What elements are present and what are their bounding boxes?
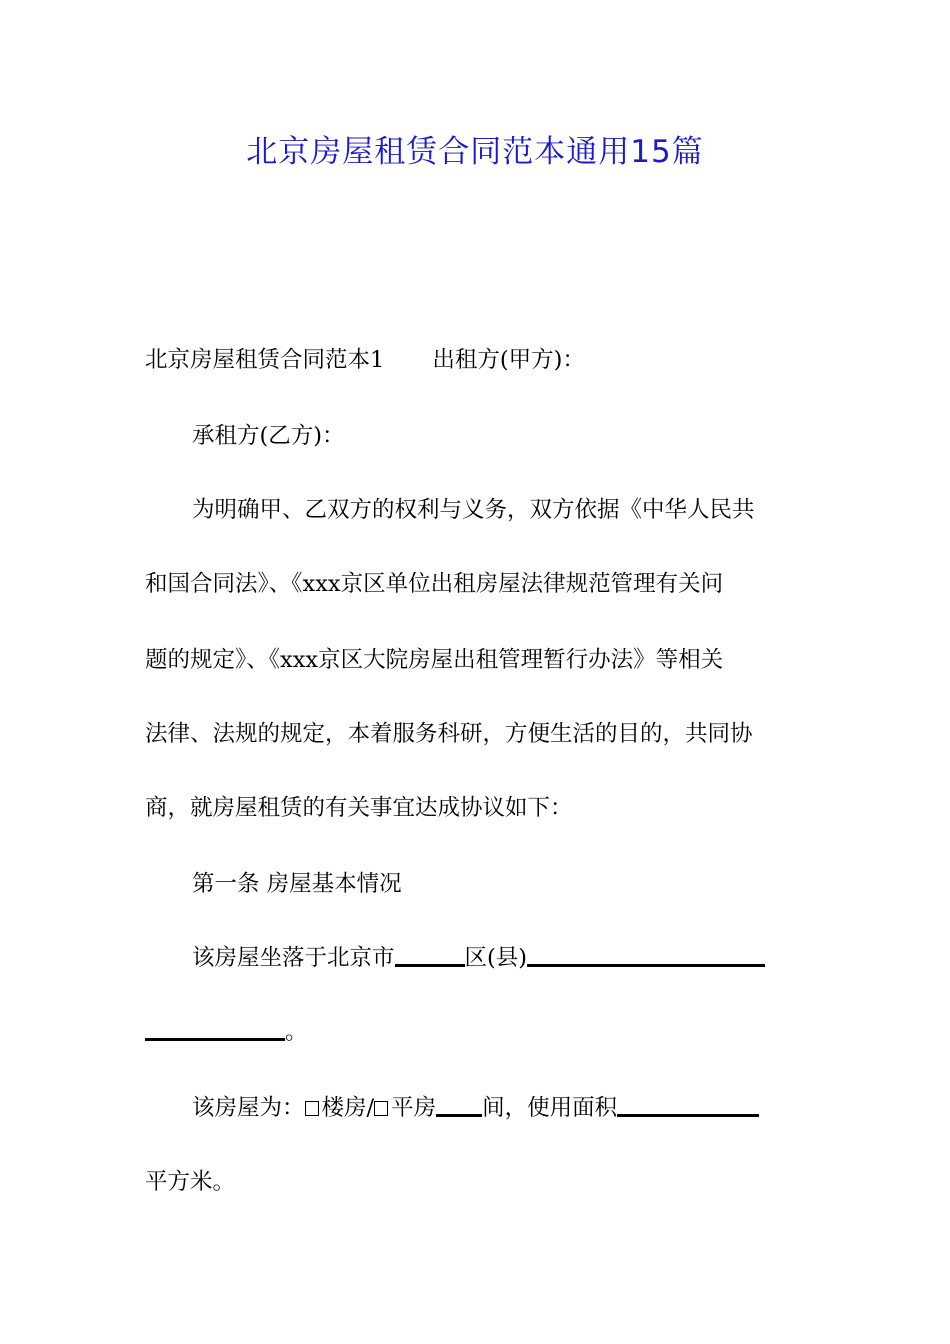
paragraph-line-7: 商，就房屋租赁的有关事宜达成协议如下： xyxy=(145,795,573,821)
address-blank-continued xyxy=(145,1018,285,1041)
building-checkbox xyxy=(305,1101,319,1116)
paragraph-line-6: 法律、法规的规定，本着服务科研，方便生活的目的，共同协 xyxy=(145,721,753,747)
building-label: 楼房/ xyxy=(321,1095,375,1121)
address-text: 该房屋坐落于北京市 xyxy=(192,945,395,971)
lessee-label: 承租方(乙方)： xyxy=(192,423,345,449)
period-mark: 。 xyxy=(285,1019,308,1045)
area-label: 间，使用面积 xyxy=(482,1095,618,1121)
property-type-label: 该房屋为： xyxy=(192,1095,305,1121)
address-line xyxy=(192,940,765,976)
district-blank xyxy=(395,944,465,967)
paragraph-line-3: 为明确甲、乙双方的权利与义务，双方依据《中华人民共 xyxy=(192,497,755,523)
rooms-blank xyxy=(436,1094,482,1117)
bungalow-label: 平房 xyxy=(391,1095,437,1121)
contract-heading-text: 北京房屋租赁合同范本1 xyxy=(145,347,385,373)
lessor-label: 出租方(甲方)： xyxy=(432,347,585,373)
paragraph-line-4: 和国合同法》、《xxx京区单位出租房屋法律规范管理有关问 xyxy=(145,571,724,597)
bungalow-checkbox xyxy=(374,1101,388,1116)
section-heading: 第一条 房屋基本情况 xyxy=(192,871,402,897)
district-label: 区(县) xyxy=(464,945,528,971)
area-unit-line: 平方米。 xyxy=(145,1169,236,1195)
paragraph-line-5: 题的规定》、《xxx京区大院房屋出租管理暂行办法》等相关 xyxy=(145,647,724,673)
address-blank xyxy=(527,944,765,967)
property-type-line xyxy=(192,1090,759,1126)
paragraph-line-1 xyxy=(145,342,585,378)
address-continuation-line xyxy=(145,1014,308,1050)
area-blank xyxy=(617,1094,759,1117)
document-title: 北京房屋租赁合同范本通用15篇 xyxy=(246,134,704,170)
